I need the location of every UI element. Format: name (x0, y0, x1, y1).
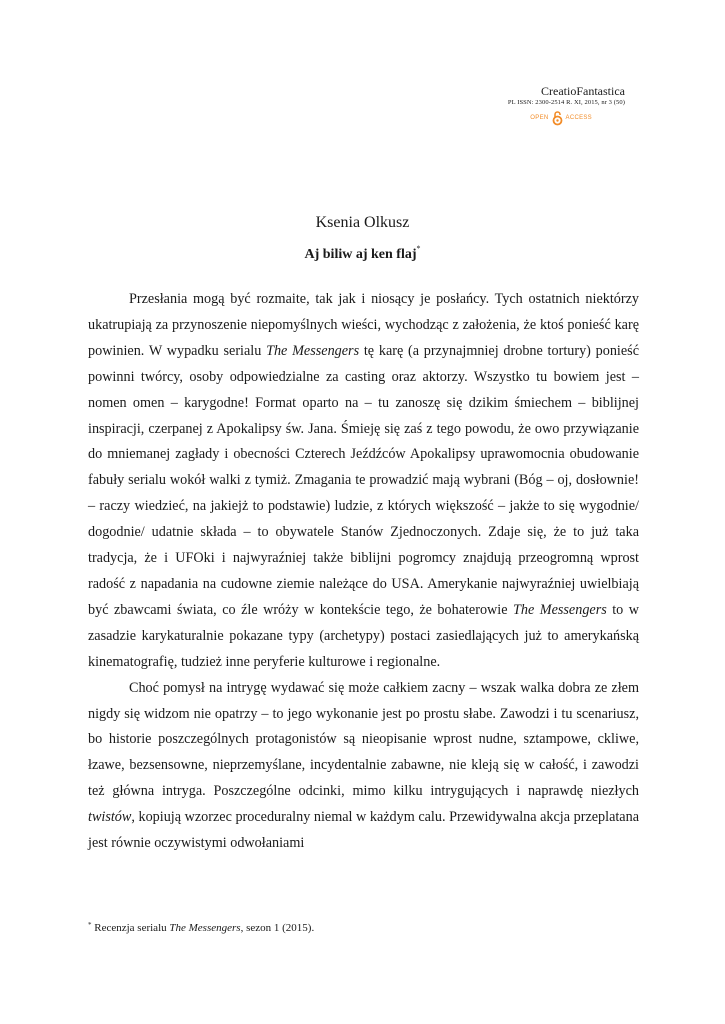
journal-header (425, 84, 625, 126)
journal-issn: PL ISSN: 2300-2514 R. XI, 2015, nr 3 (50) (507, 99, 625, 106)
footnote-marker: * (88, 921, 92, 929)
open-label: OPEN (530, 115, 549, 121)
paragraph-2: Choć pomysł na intrygę wydawać się może całkiem zacny – wszak walka dobra ze złem nigdy się widzom nie opatrzy – to jego wykonanie jest po prostu słabe. Zawodzi i tu scenariusz, bo historie poszczególnych protagonistów są nieopisanie wprost nudne, sztampowe, ckliwe, łzawe, bezsensowne, nieprzemyślane, incydentalnie zabawne, nie kleją się w całość, i zawodzi też główna intryga. Poszczególne odcinki, mimo kilku intrygujących i naprawdę niezłych twistów, kopiują wzorzec proceduralny niemal w każdym calu. Przewidywalna akcja przeplatana jest równie oczywistymi odwołaniami (88, 679, 639, 852)
paragraph-1: Przesłania mogą być rozmaite, tak jak i niosący je posłańcy. Tych ostatnich niektórzy ukatrupiają za przynoszenie niepomyślnych wieści, wychodząc z założenia, że ktoś ponieść karę powinien. W wypadku serialu The Messengers tę karę (a przynajmniej drobne tortury) ponieść powinni twórcy, osoby odpowiedzialne za casting oraz aktorzy. Wszystko tu bowiem jest – nomen omen – karygodne! Format oparto na – tu zanoszę się dzikim śmiechem – biblijnej inspiracji, czerpanej z Apokalipsy św. Jana. Śmieję się zaś z tego powodu, że owo przywiązanie do mniemanej zagłady i obecności Czterech Jeźdźców Apokalipsy uprawomocnia obudowanie fabuły serialu wokół walki z tymiż. Zmagania te prowadzić mają wybrani (Bóg – oj, dosłownie! – raczy wiedzieć, na jakiejż to podstawie) ludzie, z których większość – jakże to się wygodnie/ dogodnie/ udatnie składa – to obywatele Stanów Zjednoczonych. Zdaje się, że to już taka tradycja, że i UFOki i najwyraźniej także biblijni pogromcy znajdują przeogromną wprost radość z napadania na cudowne ziemie należące do USA. Amerykanie najwyraźniej uwielbiają być zbawcami świata, co źle wróży w kontekście tego, że bohaterowie The Messengers to w zasadzie karykaturalnie pokazane typy (archetypy) postaci zasiedlających już to amerykańską kinematografię, tudzież inne peryferie kulturowe i regionalne. (88, 291, 639, 670)
article-title-text: Aj biliw aj ken flaj (304, 247, 417, 262)
article-title (0, 244, 725, 263)
title-footnote-marker: * (416, 244, 421, 253)
article-author: Ksenia Olkusz (315, 214, 410, 231)
open-access-badge (425, 110, 592, 126)
open-access-lock-icon (552, 110, 563, 126)
article-body (88, 287, 639, 857)
footnote: * Recenzja serialu The Messengers, sezon 1 (2015). (88, 921, 315, 934)
italic-term: twistów (88, 809, 132, 826)
italic-title: The Messengers (266, 342, 360, 359)
access-label: ACCESS (565, 115, 592, 121)
footnote-italic: The Messengers (169, 922, 241, 934)
italic-title: The Messengers (513, 601, 607, 618)
journal-name: CreatioFantastica (541, 84, 625, 98)
